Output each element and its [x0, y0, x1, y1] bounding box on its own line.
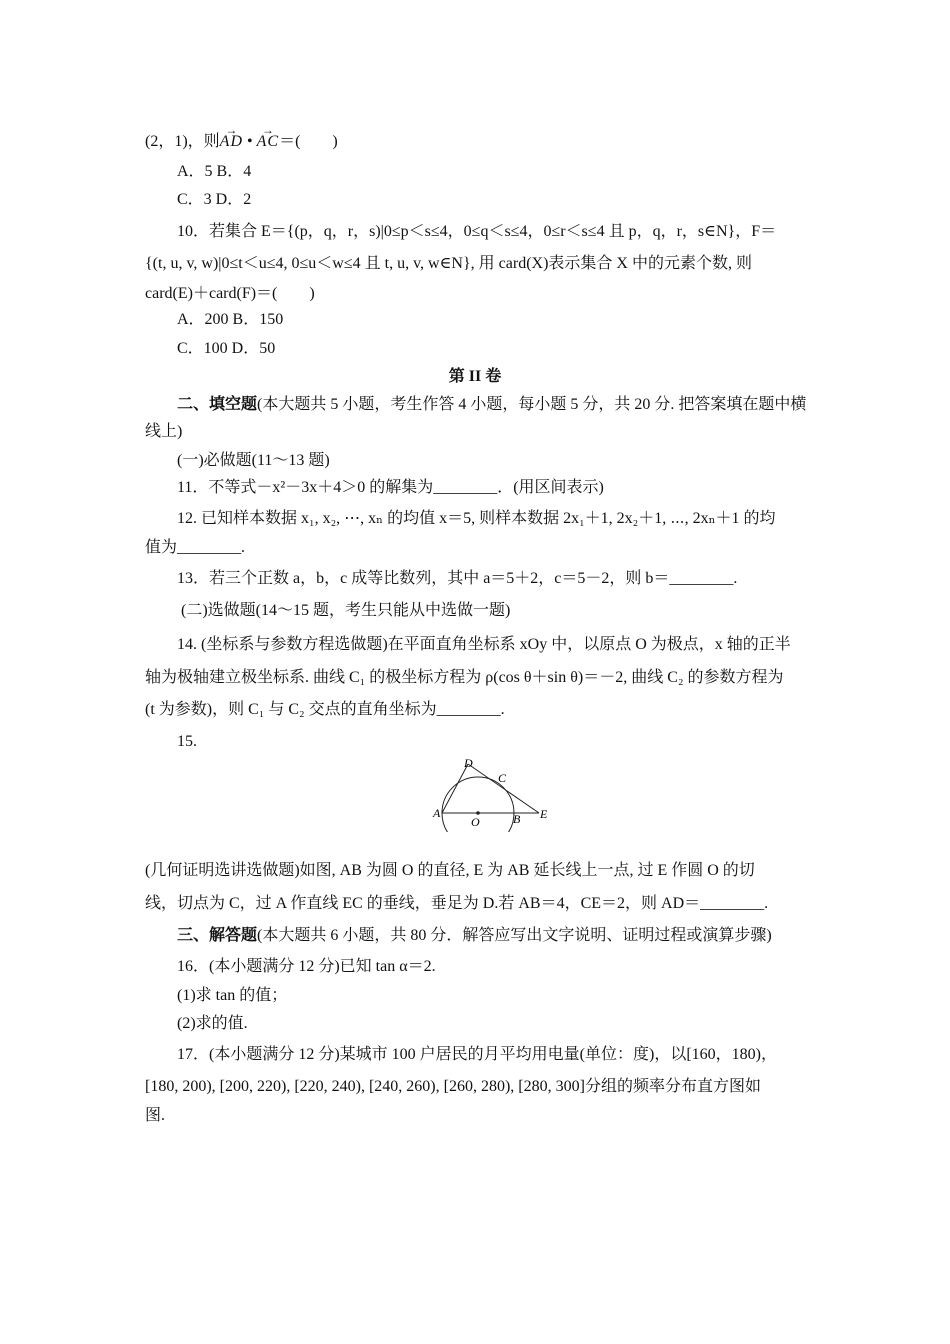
- section-2-heading-cont: 线上): [145, 423, 183, 440]
- q12-line-1: 12. 已知样本数据 x₁, x₂, ⋯, xₙ 的均值 x＝5, 则样本数据 2x₁＋1, 2x₂＋1, ⋯, 2xₙ＋1 的均: [177, 510, 776, 527]
- q15-line-1: (几何证明选讲选做题)如图, AB 为圆 O 的直径, E 为 AB 延长线上一点, 过 E 作圆 O 的切: [145, 862, 755, 879]
- q15-number: 15.: [177, 733, 197, 750]
- q13: 13．若三个正数 a，b，c 成等比数列，其中 a＝5＋2，c＝5－2，则 b＝________.: [177, 570, 738, 587]
- section-2-heading: 二、填空题(本大题共 5 小题，考生作答 4 小题，每小题 5 分，共 20 分. 把答案填在题中横: [177, 396, 807, 413]
- q14-line-2: 轴为极轴建立极坐标系. 曲线 C₁ 的极坐标方程为 ρ(cos θ＋sin θ)＝－2, 曲线 C₂ 的参数方程为: [145, 669, 784, 686]
- label-c: C: [498, 771, 507, 785]
- q12-line-2: 值为________.: [145, 539, 246, 556]
- label-o: O: [471, 815, 480, 829]
- vector-ad: → AD: [220, 131, 243, 153]
- q16-part-1: (1)求 tan 的值；: [177, 987, 288, 1004]
- q10-line-2: {(t, u, v, w)|0≤t＜u≤4, 0≤u＜w≤4 且 t, u, v, w∈N}, 用 card(X)表示集合 X 中的元素个数, 则: [145, 255, 752, 272]
- vector-ac: → AC: [257, 131, 279, 153]
- label-b: B: [513, 812, 521, 826]
- q17-line-2: [180, 200), [200, 220), [220, 240), [240, 260), [260, 280), [280, 300]分组的频率分布直方图如: [145, 1078, 761, 1095]
- elective-heading: (二)选做题(14～15 题，考生只能从中选做一题): [181, 602, 511, 619]
- q14-line-3: (t 为参数)，则 C₁ 与 C₂ 交点的直角坐标为________.: [145, 701, 505, 718]
- q10-line-3: card(E)＋card(F)＝( ): [145, 285, 315, 302]
- q11: 11．不等式－x²－3x＋4＞0 的解集为________．(用区间表示): [177, 479, 604, 496]
- label-e: E: [540, 807, 548, 821]
- q15-line-2: 线，切点为 C，过 A 作直线 EC 的垂线，垂足为 D.若 AB＝4，CE＝2，则 AD＝________.: [145, 895, 769, 912]
- q10-options-ab: A．200 B．150: [177, 311, 284, 328]
- q10-options-cd: C．100 D．50: [177, 340, 276, 357]
- q9-options-ab: A．5 B．4: [177, 163, 252, 180]
- section-3-heading: 三、解答题(本大题共 6 小题，共 80 分．解答应写出文字说明、证明过程或演算步骤): [177, 927, 772, 944]
- circle-tangent-figure: [425, 752, 565, 832]
- q14-line-1: 14. (坐标系与参数方程选做题)在平面直角坐标系 xOy 中，以原点 O 为极点，x 轴的正半: [177, 636, 791, 653]
- line-ad: [442, 764, 468, 813]
- q16-part-2: (2)求的值.: [177, 1015, 248, 1032]
- q9-options-cd: C．3 D．2: [177, 191, 252, 208]
- q17-line-3: 图.: [145, 1107, 166, 1124]
- label-d: D: [464, 756, 473, 770]
- compulsory-heading: (一)必做题(11～13 题): [177, 452, 330, 469]
- q10-line-1: 10．若集合 E＝{(p，q，r，s)|0≤p＜s≤4，0≤q＜s≤4，0≤r＜s≤4 且 p，q，r，s∈N}，F＝: [177, 223, 777, 240]
- q16-line-1: 16．(本小题满分 12 分)已知 tan α＝2.: [177, 958, 436, 975]
- label-a: A: [433, 806, 441, 820]
- q9-continuation: (2，1)，则→ AD • → AC＝( ): [145, 131, 338, 153]
- part-2-title: 第 II 卷: [448, 368, 502, 385]
- q17-line-1: 17．(本小题满分 12 分)某城市 100 户居民的月平均用电量(单位：度)，以[160，180)，: [177, 1046, 777, 1063]
